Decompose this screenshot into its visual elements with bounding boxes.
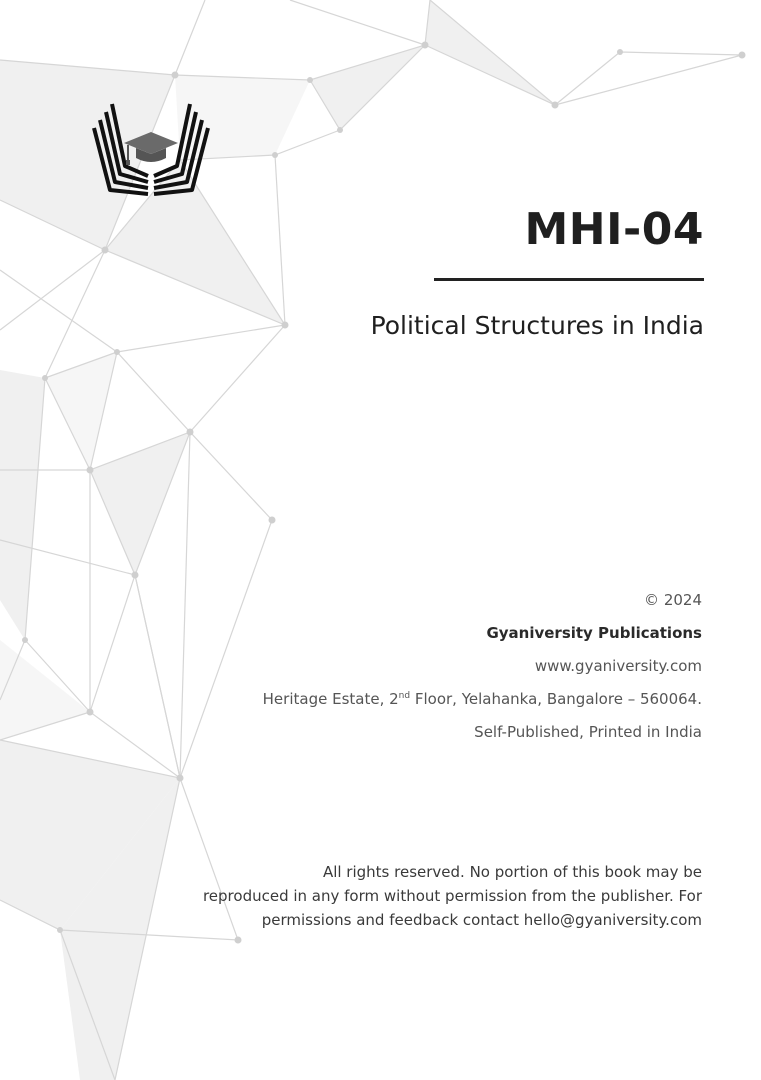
rights-line-1: All rights reserved. No portion of this book may be: [322, 863, 702, 881]
copyright-year: © 2024: [644, 591, 702, 609]
publisher-website: www.gyaniversity.com: [534, 657, 702, 675]
publisher-address: [263, 689, 702, 709]
title-divider: [434, 278, 704, 281]
rights-line-3: permissions and feedback contact hello@gyaniversity.com: [261, 911, 702, 929]
open-book-graduation-cap-icon: [86, 98, 216, 198]
book-title: Political Structures in India: [370, 311, 704, 340]
address-ordinal: nd: [398, 691, 411, 701]
rights-notice: [203, 860, 702, 932]
address-start: Heritage Estate, 2: [262, 690, 399, 708]
print-note: Self-Published, Printed in India: [474, 723, 702, 741]
imprint-block: [263, 590, 702, 755]
address-end: Floor, Yelahanka, Bangalore – 560064.: [410, 690, 702, 708]
rights-line-2: reproduced in any form without permission from the publisher. For: [202, 887, 702, 905]
publisher-name: Gyaniversity Publications: [486, 624, 702, 642]
course-code: MHI-04: [524, 204, 704, 255]
